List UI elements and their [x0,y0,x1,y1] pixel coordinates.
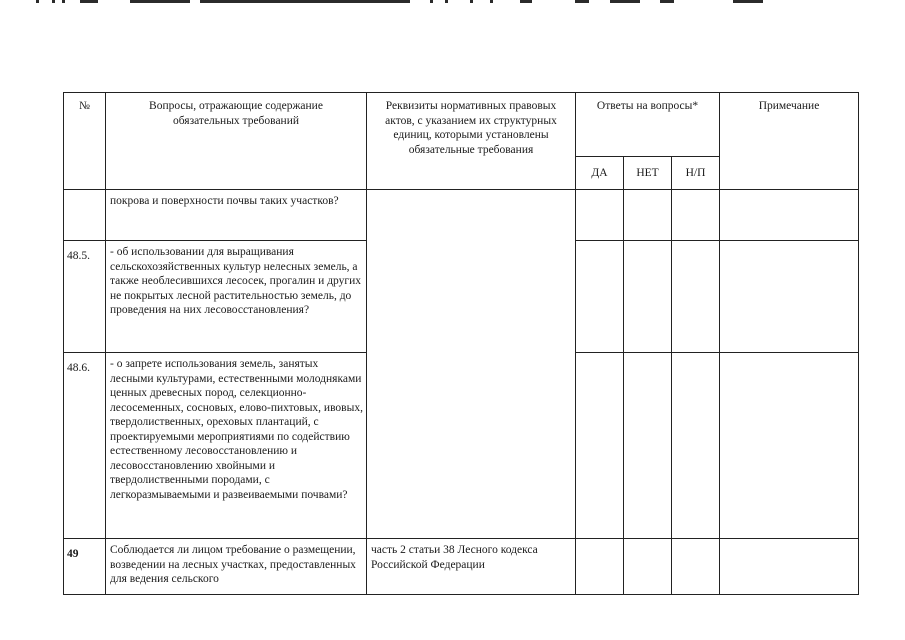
header-row [64,93,859,157]
header-answer-yes: ДА [576,157,624,190]
answer-no-cell[interactable] [624,241,672,353]
row-requisites: часть 2 статьи 38 Лесного кодекса Российской Федерации [367,539,576,595]
table-row [64,539,859,595]
note-cell[interactable] [720,353,859,539]
note-cell[interactable] [720,539,859,595]
header-answer-na: Н/П [672,157,720,190]
answer-na-cell[interactable] [672,353,720,539]
row-question: Соблюдается ли лицом требование о размещении, возведении на лесных участках, предоставленных для ведения сельского [106,539,367,595]
answer-no-cell[interactable] [624,190,672,241]
row-number [64,190,106,241]
header-number: № [64,93,106,190]
answer-na-cell[interactable] [672,539,720,595]
row-question: - о запрете использования земель, занятых лесными культурами, естественными молодняками ценных древесных пород, селекционно-лесосеменных, сосновых, елово-пихтовых, ивовых, твердолиственных, ореховых плантаций, с проектируемыми мероприятиями по содействию естественному лесовосстановлению и лесовосстановлению хвойными и твердолиственными породами, с легкоразмываемыми и развеиваемыми почвами? [106,353,367,539]
header-requisites: Реквизиты нормативных правовых актов, с указанием их структурных единиц, которыми установлены обязательные требования [367,93,576,190]
header-note: Примечание [720,93,859,190]
answer-no-cell[interactable] [624,539,672,595]
answer-na-cell[interactable] [672,241,720,353]
answer-no-cell[interactable] [624,353,672,539]
row-requisites [367,190,576,539]
note-cell[interactable] [720,241,859,353]
row-question: покрова и поверхности почвы таких участков? [106,190,367,241]
answer-na-cell[interactable] [672,190,720,241]
header-question: Вопросы, отражающие содержание обязательных требований [106,93,367,190]
checklist-table [63,92,859,595]
row-number: 49 [64,539,106,595]
header-answers: Ответы на вопросы* [576,93,720,157]
answer-yes-cell[interactable] [576,539,624,595]
answer-yes-cell[interactable] [576,353,624,539]
row-number: 48.6. [64,353,106,539]
answer-yes-cell[interactable] [576,190,624,241]
scan-artifact [0,0,905,8]
note-cell[interactable] [720,190,859,241]
table-row [64,190,859,241]
answer-yes-cell[interactable] [576,241,624,353]
row-question: - об использовании для выращивания сельскохозяйственных культур нелесных земель, а также необлесившихся лесосек, прогалин и других не покрытых лесной растительностью земель, до проведения на них лесовосстановления? [106,241,367,353]
header-answer-no: НЕТ [624,157,672,190]
row-number: 48.5. [64,241,106,353]
